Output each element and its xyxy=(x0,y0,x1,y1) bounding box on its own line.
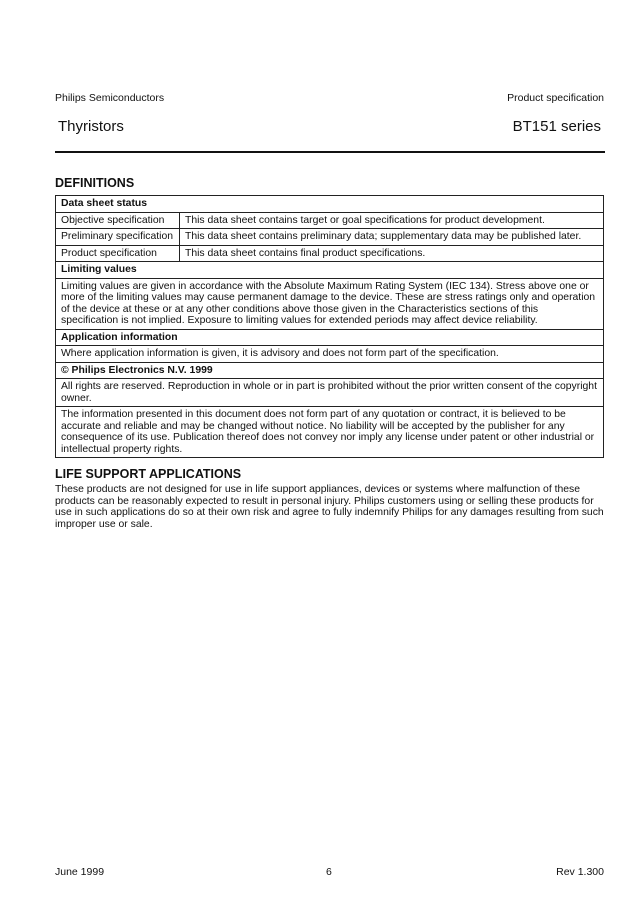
footer-date: June 1999 xyxy=(55,866,105,878)
status-text: This data sheet contains target or goal specifications for product development. xyxy=(180,212,604,229)
footer-revision: Rev 1.300 xyxy=(556,866,604,878)
table-row xyxy=(56,229,604,246)
table-row xyxy=(56,329,604,346)
doc-type: Product specification xyxy=(507,92,604,104)
definitions-title: DEFINITIONS xyxy=(55,176,135,190)
table-row xyxy=(56,379,604,407)
product-family: Thyristors xyxy=(58,118,124,135)
life-support-text: These products are not designed for use in life support appliances, devices or systems where malfunction of these products can be reasonably expected to result in personal injury. Philips customers using or selling these products for use in such applications do so at their own risk and agree to fully indemnify Philips for any damages resulting from such improper use or sale. xyxy=(55,484,604,530)
limiting-values-heading: Limiting values xyxy=(56,262,604,279)
data-sheet-status-heading: Data sheet status xyxy=(56,196,604,213)
company-name: Philips Semiconductors xyxy=(55,92,165,104)
copyright-heading: © Philips Electronics N.V. 1999 xyxy=(56,362,604,379)
table-row xyxy=(56,245,604,262)
table-row xyxy=(56,362,604,379)
header-divider xyxy=(55,151,605,153)
application-info-heading: Application information xyxy=(56,329,604,346)
application-info-text: Where application information is given, it is advisory and does not form part of the specification. xyxy=(56,346,604,363)
status-text: This data sheet contains preliminary data; supplementary data may be published later. xyxy=(180,229,604,246)
table-row xyxy=(56,212,604,229)
page-number: 6 xyxy=(326,866,332,878)
product-series: BT151 series xyxy=(512,118,601,135)
status-text: This data sheet contains final product specifications. xyxy=(180,245,604,262)
status-label: Preliminary specification xyxy=(56,229,180,246)
table-row xyxy=(56,407,604,458)
life-support-title: LIFE SUPPORT APPLICATIONS xyxy=(55,467,242,481)
table-row xyxy=(56,262,604,279)
info-text: The information presented in this document does not form part of any quotation or contract, it is believed to be accurate and reliable and may be changed without notice. No liability will be accepted by the publisher for any consequence of its use. Publication thereof does not convey nor imply any license under patent or other industrial or intellectual property rights. xyxy=(56,407,604,458)
status-label: Objective specification xyxy=(56,212,180,229)
table-row xyxy=(56,196,604,213)
status-label: Product specification xyxy=(56,245,180,262)
definitions-table xyxy=(55,195,604,458)
limiting-values-text: Limiting values are given in accordance with the Absolute Maximum Rating System (IEC 134). Stress above one or more of the limiting values may cause permanent damage to the device. These are stress ratings only and operation of the device at these or at any other conditions above those given in the Characteristics sections of this specification is not implied. Exposure to limiting values for extended periods may affect device reliability. xyxy=(56,278,604,329)
rights-text: All rights are reserved. Reproduction in whole or in part is prohibited without the prior written consent of the copyright owner. xyxy=(56,379,604,407)
table-row xyxy=(56,278,604,329)
table-row xyxy=(56,346,604,363)
